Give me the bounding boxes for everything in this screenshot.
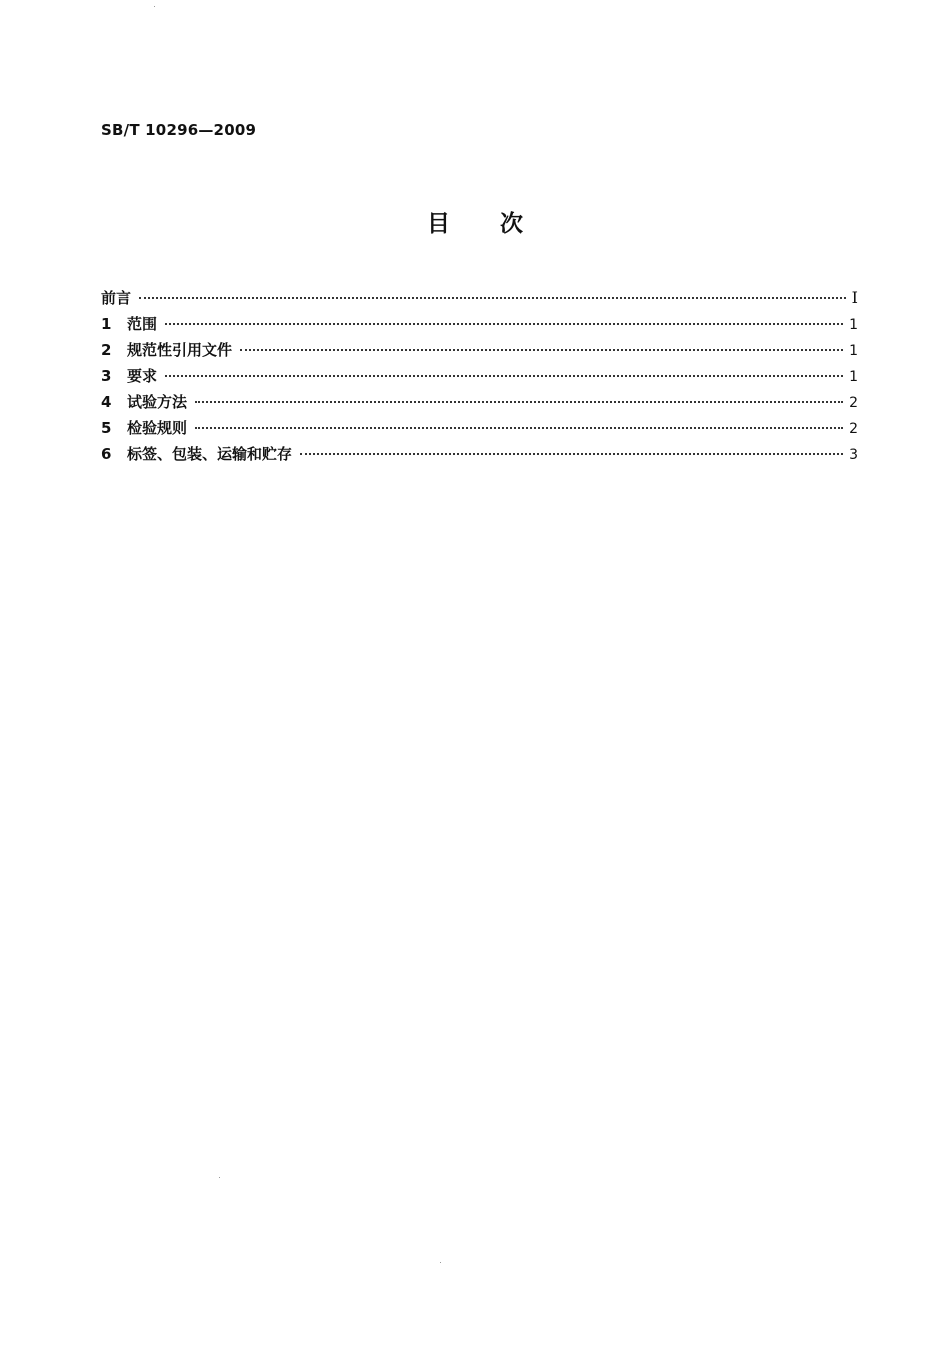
toc-entry-number: 6 xyxy=(101,445,112,463)
toc-leader-dots xyxy=(195,427,843,429)
toc-entry-page: 2 xyxy=(849,395,858,411)
toc-entry-label: 要求 xyxy=(127,367,158,385)
table-of-contents xyxy=(101,287,858,469)
toc-title-char-2: 次 xyxy=(500,211,523,237)
document-code: SB/T 10296—2009 xyxy=(101,121,257,139)
toc-entry-foreword[interactable] xyxy=(101,287,858,313)
toc-entry-page: I xyxy=(851,288,858,307)
toc-leader-dots xyxy=(195,401,843,403)
toc-entry-requirements[interactable] xyxy=(101,365,858,391)
toc-leader-dots xyxy=(300,453,843,455)
toc-entry-page: 1 xyxy=(849,369,858,385)
toc-entry-normative-references[interactable] xyxy=(101,339,858,365)
scan-speck xyxy=(154,6,155,7)
toc-entry-label: 检验规则 xyxy=(127,419,188,437)
toc-entry-page: 1 xyxy=(849,317,858,333)
toc-entry-number: 1 xyxy=(101,315,112,333)
toc-entry-page: 3 xyxy=(849,447,858,463)
toc-entry-test-methods[interactable] xyxy=(101,391,858,417)
toc-entry-number: 5 xyxy=(101,419,112,437)
toc-entry-label: 标签、包装、运输和贮存 xyxy=(127,445,293,463)
toc-entry-label: 规范性引用文件 xyxy=(127,341,233,359)
toc-entry-number: 2 xyxy=(101,341,112,359)
toc-entry-label: 范围 xyxy=(127,315,158,333)
scan-speck xyxy=(219,1177,220,1178)
toc-entry-label: 前言 xyxy=(101,289,132,307)
toc-title-char-1: 目 xyxy=(427,211,450,237)
toc-entry-page: 2 xyxy=(849,421,858,437)
toc-entry-label: 试验方法 xyxy=(127,393,188,411)
toc-entry-scope[interactable] xyxy=(101,313,858,339)
toc-title xyxy=(0,205,950,238)
toc-entry-inspection-rules[interactable] xyxy=(101,417,858,443)
toc-entry-number: 4 xyxy=(101,393,112,411)
toc-leader-dots xyxy=(139,297,846,299)
toc-entry-number: 3 xyxy=(101,367,112,385)
toc-entry-page: 1 xyxy=(849,343,858,359)
toc-leader-dots xyxy=(165,375,843,377)
toc-leader-dots xyxy=(165,323,843,325)
toc-entry-labeling-packaging[interactable] xyxy=(101,443,858,469)
scan-speck xyxy=(440,1262,441,1263)
toc-leader-dots xyxy=(240,349,843,351)
